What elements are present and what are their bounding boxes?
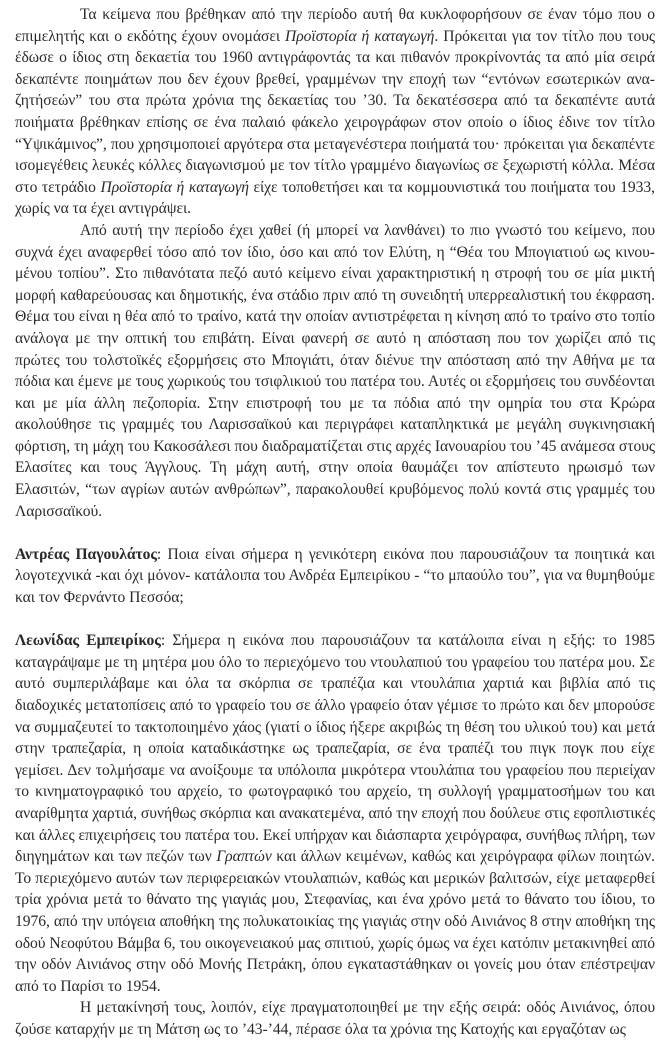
speaker-name-interviewer: Αντρέας Παγουλάτος (15, 545, 157, 563)
answer-text: και άλλων κειμένων, καθώς και χειρόγραφα φίλων ποιητών. Το περιεχόμενο αυτών των περιφερειακών ντουλαπιών, καθώς και μερικών βαλιτσών, είχε μεταφερθεί τρία χρόνια μετά το θάνατο της γιαγιάς μου, Στεφανίας, και ένα χρόνο μετά το θάνατο του ίδιου, το 1976, από την υπόγεια αποθήκη της πολυκατοικίας της γιαγιάς στην οδό Αινιάνος 8 στην αποθήκη της οδού Νεοφύτου Βάμβα 6, του οικογενειακού μας σπιτιού, χωρίς όμως να έχει κατόπιν μετακινηθεί από την οδόν Αινιάνος στην οδό Μονής Πετράκη, όπου εγκαταστάθηκαν οι γονείς μου όταν επέστρεψαν από το Παρίσι το 1954. (15, 848, 655, 995)
text-segment: είχε τοποθετήσει και τα κομμουνιστικά του ποιήματα του 1933, χωρίς να τα έχει αντιγράψει. (15, 178, 655, 218)
paragraph-lost-text (15, 220, 655, 522)
text-segment: . Πρόκειται για τον τίτλο που τους έδωσε ο ίδιος στη δεκαετία του 1960 αντιγράφοντάς τα και πιθανόν προκρίνοντάς τα από μία σειρά δεκαπέντε ποιημάτων που δεν έχουν βρεθεί, γραμμένων την εποχή των “εντόνων εσωτερικών αναζητήσεών” του στα πρώτα χρόνια της δεκαετίας του ’30. Τα δεκατέσσερα από τα δεκαπέντε αυτά ποιήματα βρέθηκαν επίσης σε ένα παλαιό φάκελο χειρογράφων στον οποίο ο ίδιος έδινε τον τίτλο “Υψικάμινος”, που χρησιμοποιεί αργότερα στα μεταγενέστερα ποιήματά του· πρόκειται για δεκαπέντε ισομεγέθεις λευκές κόλλες διαγωνισμού με τον τίτλο γραμμένο διαγωνίως σε ξεχωριστή κόλλα. Μέσα στο τετράδιο (15, 27, 656, 196)
interview-question (15, 544, 655, 609)
text-segment: Τα κείμενα που βρέθηκαν από την περίοδο αυτή θα κυκλοφορήσουν σε έναν τόμο που ο επιμελητής και ο εκδότης έχουν ονομάσει (15, 6, 655, 45)
book-title-italic: Γραπτών (216, 848, 272, 866)
interview-answer (15, 630, 655, 997)
paragraph-prehistory-texts (15, 4, 655, 220)
document-page (15, 4, 655, 1041)
question-text: : Ποια είναι σήμερα η γενικότερη εικόνα που παρουσιάζουν τα ποιητικά και λογοτεχνικά -και όχι μόνον- κατάλοιπα του Ανδρέα Εμπειρίκου - “το μπαούλο του”, για να θυμηθούμε και τον Φερνάντο Πεσσόα; (15, 545, 655, 607)
book-title-italic: Προϊστορία ή καταγωγή (285, 27, 435, 45)
paragraph-relocation (15, 997, 655, 1040)
book-title-italic: Προϊστορία ή καταγωγή (100, 178, 249, 196)
speaker-name-respondent: Λεωνίδας Εμπειρίκος (15, 632, 161, 650)
text-segment: Η μετακίνησή τους, λοιπόν, είχε πραγματοποιηθεί με την εξής σειρά: οδός Αινιάνος, όπου ζούσε καταρχήν με τη Μάτση ως το ’43-’44, πέρασε όλα τα χρόνια της Κατοχής και εργαζόταν ως (15, 999, 655, 1038)
text-segment: Από αυτή την περίοδο έχει χαθεί (ή μπορεί να λανθάνει) το πιο γνωστό του κείμενο, που συχνά έχει αναφερθεί τόσο από τον ίδιο, όσο και από τον Ελύτη, η “Θέα του Μπογιατιού ως κινουμένου τοπίου”. Στο πιθανότατα πεζό αυτό κείμενο είναι χαρακτηριστική η στροφή του σε μία μικτή μορφή καθαρεύουσας και δημοτικής, ένα στάδιο πριν από τη συνειδητή υπερρεαλιστική του έκφραση. Θέμα του είναι η θέα από το τραίνο, κατά την οποίαν αντιστρέφεται η κίνηση από το τραίνο στο τοπίο ανάλογα με την οπτική του επιβάτη. Είναι φανερή σε αυτό η απόσταση που τον χωρίζει από τις πρώτες του τολστοϊκές εξορμήσεις στο Μπογιάτι, όταν διένυε την απόσταση από την Αθήνα με τα πόδια και έμενε με τους χωρικούς του τσιφλικιού του πατέρα του. Αυτές οι εξορμήσεις του συνδέονται και με μία άλλη πεζοπορία. Στην επιστροφή του με τα πόδια από την ομηρία του στα Κρώρα ακολούθησε τις γραμμές του Λαρισσαϊκού και περιγράφει καταπληκτικά με μεγάλη συγκινησιακή φόρτιση, τη μάχη του Κακοσάλεσι που διαδραματίζεται στις αρχές Ιανουαρίου του ’45 ανάμεσα στους Ελασίτες και τους Άγγλους. Τη μάχη αυτή, στην οποία θαυμάζει τον απίστευτο ηρωισμό των Ελασιτών, “των αγρίων αυτών ανθρώπων”, παρακολουθεί κρυβόμενος πολύ κοντά στις γραμμές του Λαρισσαϊκού. (15, 221, 655, 520)
answer-text: : Σήμερα η εικόνα που παρουσιάζουν τα κατάλοιπα είναι η εξής: το 1985 καταγράψαμε με τη μητέρα μου όλο το περιεχόμενο του ντουλαπιού του γραφείου του πατέρα μου. Σε αυτό συμπεριλάβαμε και όλα τα σκόρπια σε τραπέζια και ντουλάπια χαρτιά και βιβλία από τις διαδοχικές μετατοπίσεις από το γραφείο του σε άλλο γραφείο όταν γέμισε το πρώτο και δεν μπορούσε να συμμαζευτεί το τακτοποιημένο χάος (γιατί ο ίδιος ήξερε ακριβώς τη θέση του υλικού του) και μετά στην τραπεζαρία, η οποία καταδικάστηκε ως τραπεζαρία, σε ένα τραπέζι του πιγκ πογκ που είχε γεμίσει. Δεν τολμήσαμε να ανοίξουμε τα υπόλοιπα μικρότερα ντουλάπια του γραφείου που περιείχαν το κινηματογραφικό του αρχείο, το φωτογραφικό του αρχείο, τη συλλογή γραμματοσήμων του και αναρίθμητα χαρτιά, συνήθως σκόρπια και ανακατεμένα, από την εποχή που δούλευε στις εφοπλιστικές και άλλες επιχειρήσεις του πατέρα του. Εκεί υπήρχαν και διάσπαρτα χειρόγραφα, συνήθως πλήρη, των διηγημάτων και των πεζών των (15, 632, 655, 866)
